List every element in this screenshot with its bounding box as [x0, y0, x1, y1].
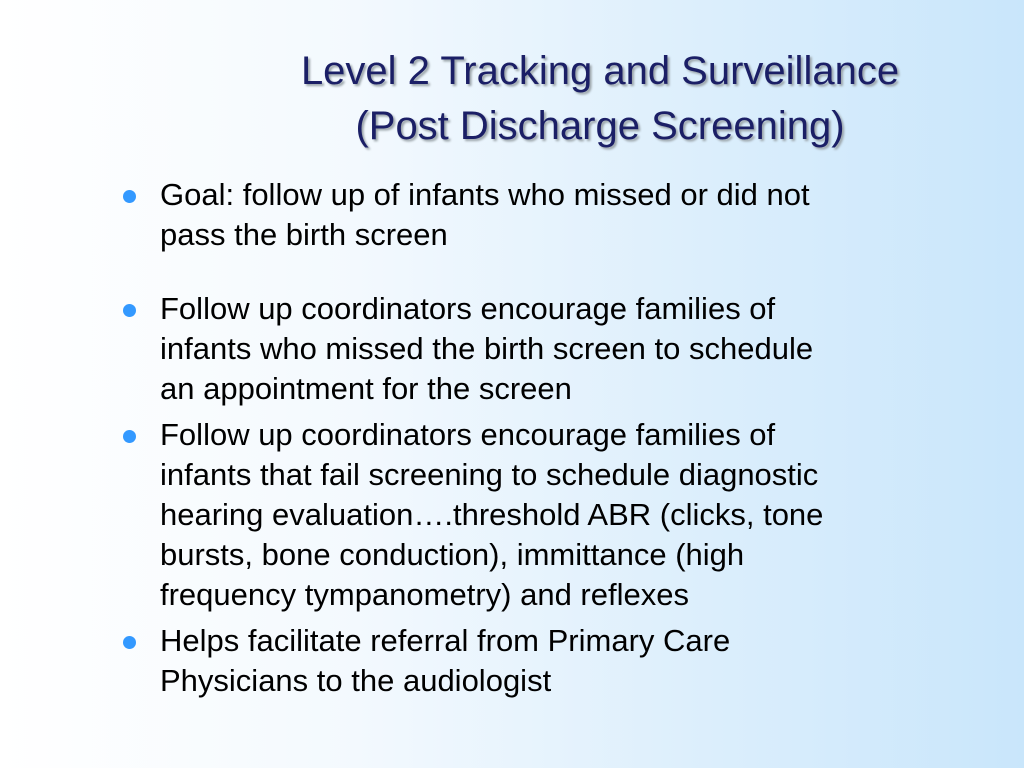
bullet-dot-icon [123, 430, 136, 443]
bullet-item-goal [118, 175, 978, 255]
bullet-item-failed-screening [118, 415, 978, 615]
bullet-text: Helps facilitate referral from Primary Care Physicians to the audiologist [160, 623, 731, 698]
slide-title-line-1: Level 2 Tracking and Surveillance [300, 49, 900, 93]
bullet-item-referral [118, 621, 978, 701]
bullet-text: Goal: follow up of infants who missed or did not pass the birth screen [160, 177, 810, 252]
bullet-dot-icon [123, 304, 136, 317]
slide-title-line-2: (Post Discharge Screening) [355, 104, 845, 148]
bullet-text: Follow up coordinators encourage families of infants that fail screening to schedule diagnostic hearing evaluation….threshold ABR (clicks, tone bursts, bone conduction), immittance (high frequency tympanometry) and reflexes [160, 417, 824, 612]
bullet-list [118, 175, 978, 707]
bullet-text: Follow up coordinators encourage families of infants who missed the birth screen to schedule an appointment for the screen [160, 291, 814, 406]
bullet-dot-icon [123, 636, 136, 649]
bullet-dot-icon [123, 190, 136, 203]
bullet-item-missed-screen [118, 289, 978, 409]
slide-title [200, 44, 1000, 154]
